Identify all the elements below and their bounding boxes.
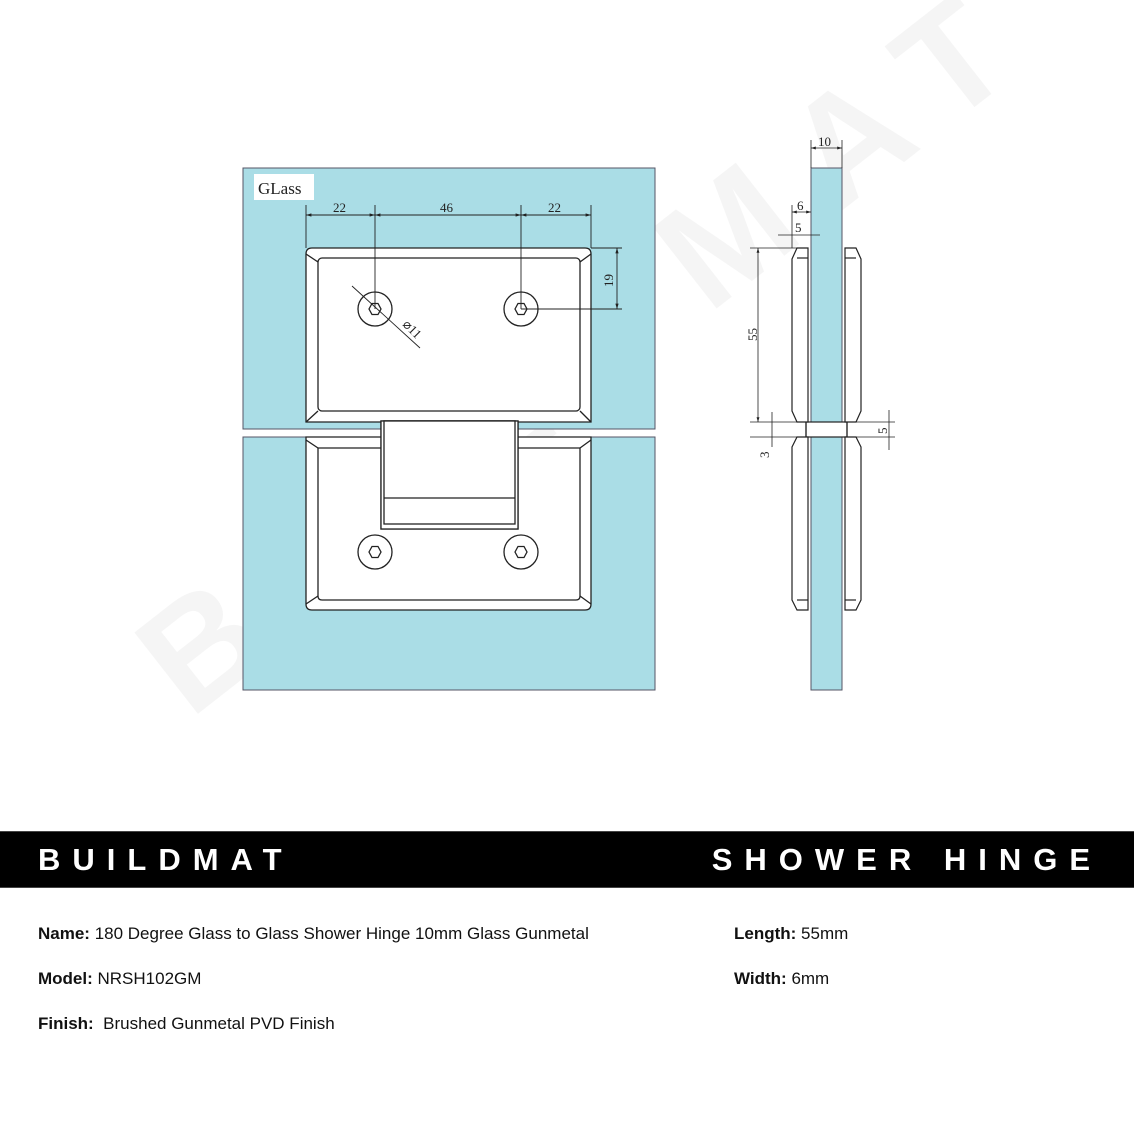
spec-value: 6mm <box>786 969 830 988</box>
spec-value: 180 Degree Glass to Glass Shower Hinge 10mm Glass Gunmetal <box>89 924 589 943</box>
glass-label: GLass <box>258 179 302 198</box>
spec-model <box>38 969 201 989</box>
product-banner <box>0 831 1134 888</box>
spec-label: Finish: <box>38 1014 94 1033</box>
screw-icon <box>358 535 392 569</box>
dim-glass-thickness: 10 <box>818 134 831 149</box>
spec-label: Length: <box>734 924 797 943</box>
dim-pivot: 5 <box>875 427 890 434</box>
spec-value: 55mm <box>796 924 849 943</box>
dim-hole-from-top: 19 <box>601 274 616 287</box>
spec-label: Model: <box>38 969 93 988</box>
dim-left-offset: 22 <box>333 200 346 215</box>
spec-value: Brushed Gunmetal PVD Finish <box>93 1014 335 1033</box>
hinge-plate-top <box>306 248 591 422</box>
screw-icon <box>504 535 538 569</box>
brand-name: BUILDMAT <box>38 842 294 877</box>
spec-label: Name: <box>38 924 90 943</box>
dim-hole-spacing: 46 <box>440 200 453 215</box>
dim-plate-offset: 5 <box>795 220 802 235</box>
dim-right-offset: 22 <box>548 200 561 215</box>
dim-gap: 3 <box>757 451 772 458</box>
hinge-plate-bottom <box>306 421 591 610</box>
dim-plate-width: 6 <box>797 198 804 213</box>
front-view <box>243 168 655 690</box>
dim-hole-diameter: ⌀11 <box>399 316 425 342</box>
spec-value: NRSH102GM <box>92 969 202 988</box>
spec-label: Width: <box>734 969 787 988</box>
spec-finish <box>38 1014 335 1034</box>
spec-name <box>38 924 589 944</box>
dim-length: 55 <box>745 328 760 341</box>
spec-length <box>734 924 848 944</box>
product-category: SHOWER HINGE <box>711 842 1102 877</box>
spec-width <box>734 969 829 989</box>
